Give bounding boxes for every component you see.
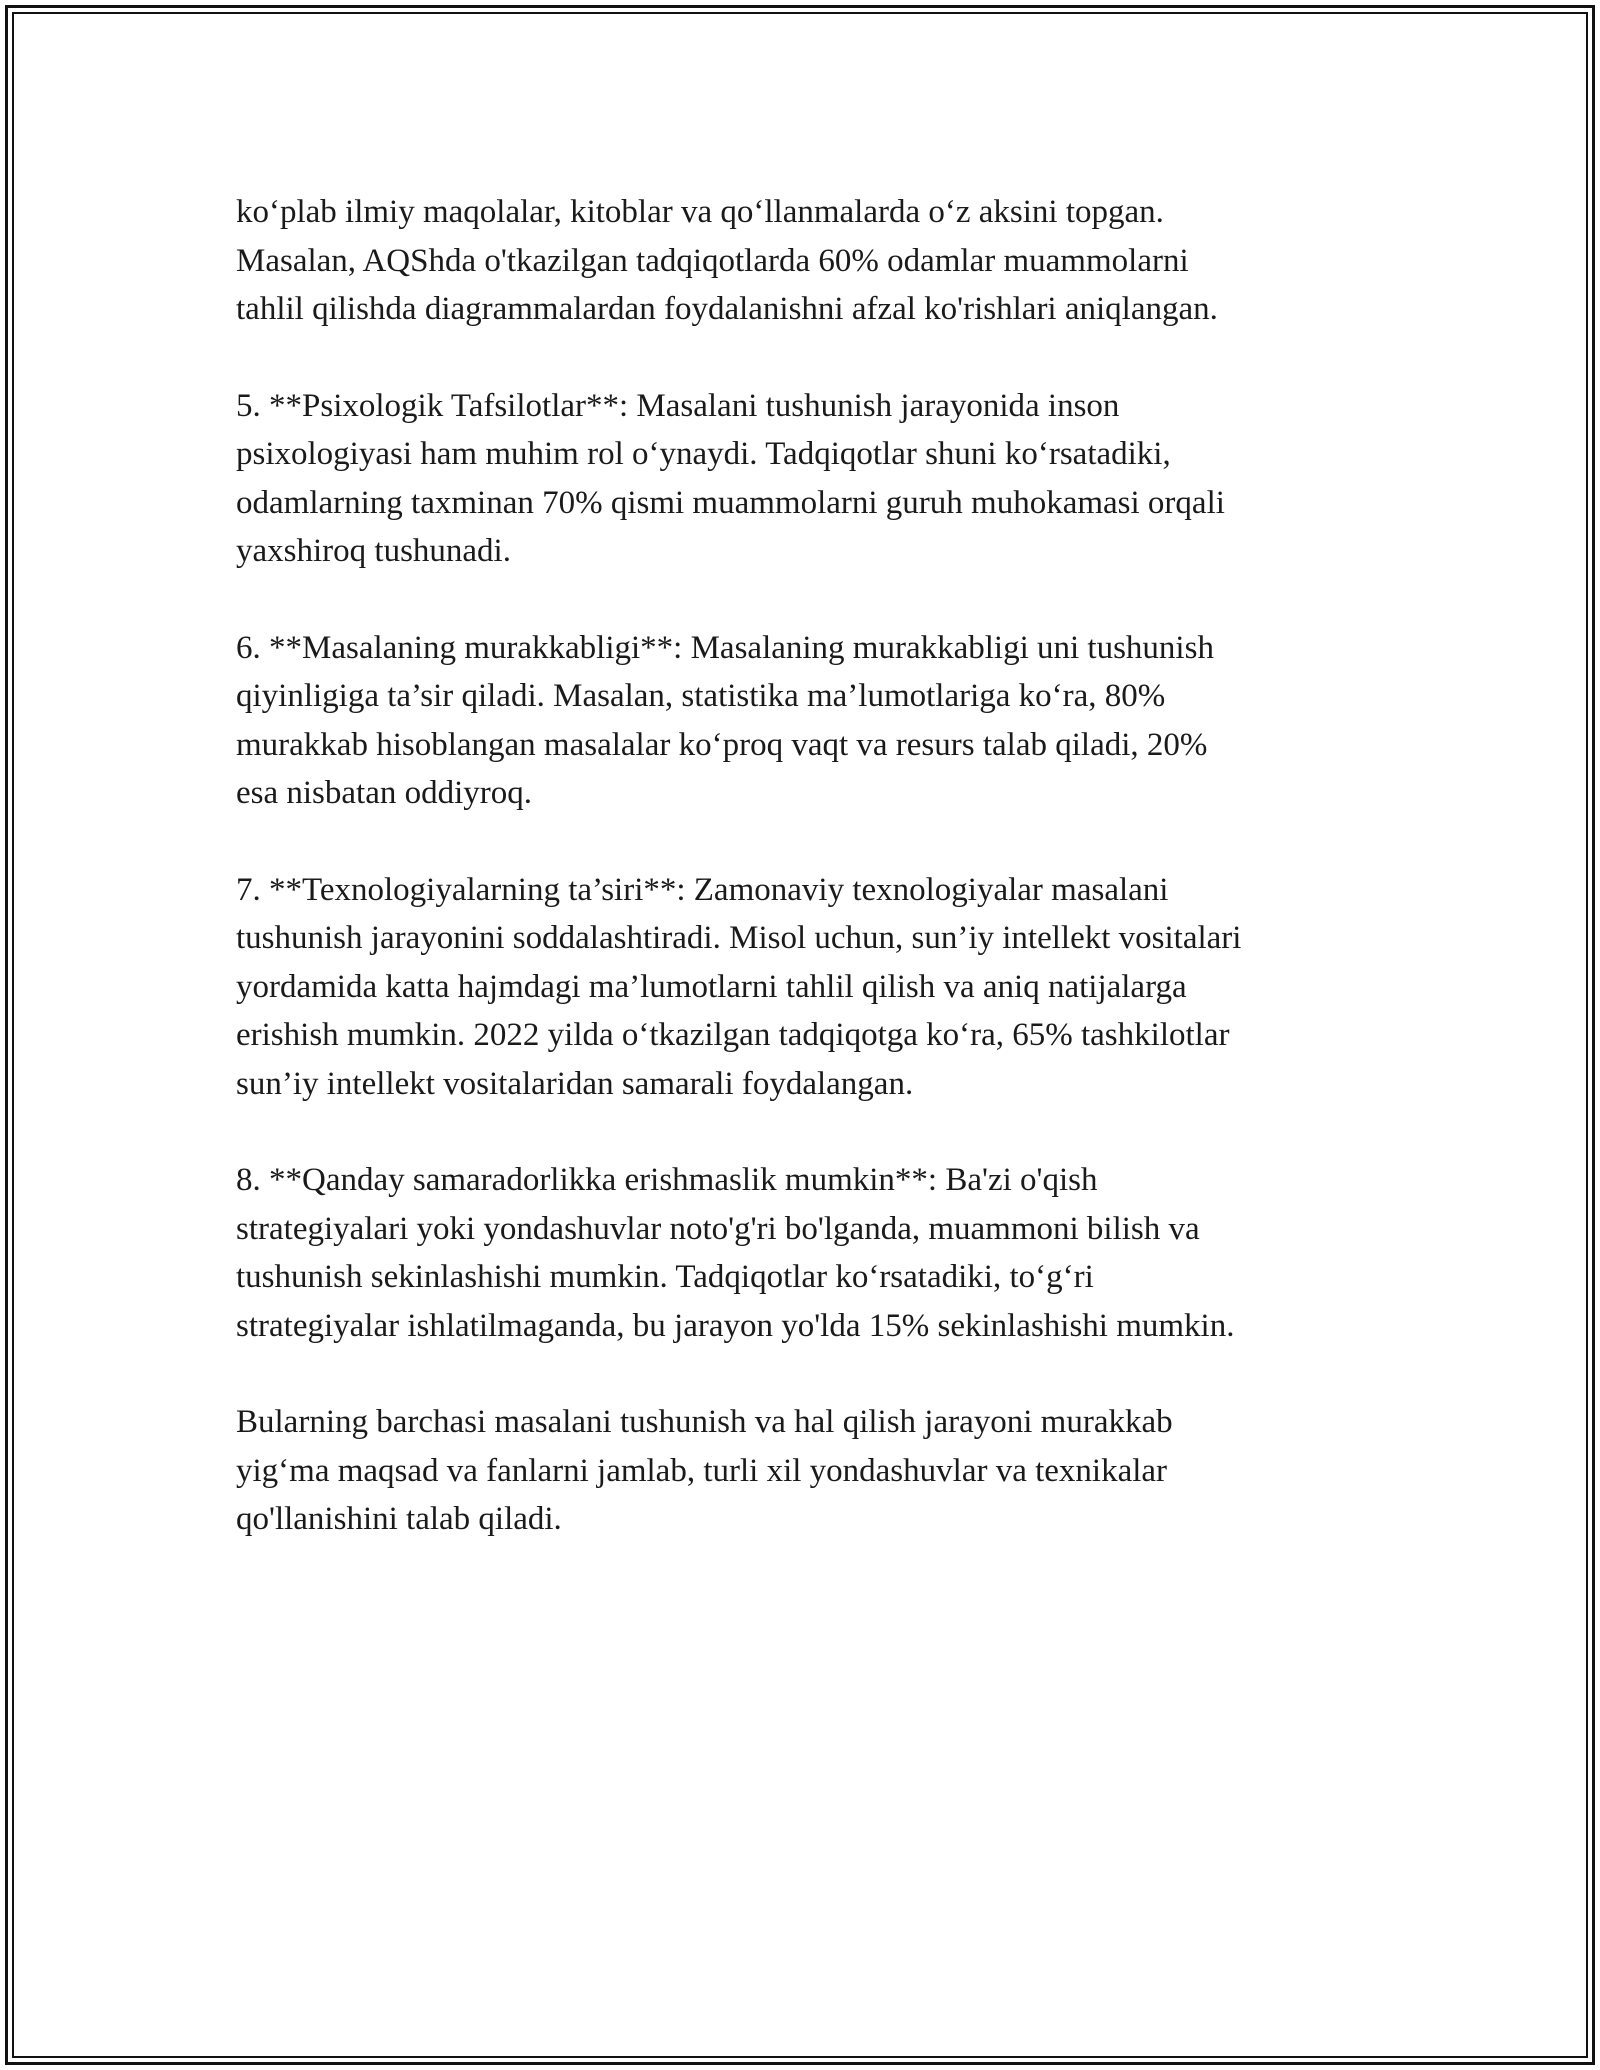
- text-line: 7. **Texnologiyalarning ta’siri**: Zamonaviy texnologiyalar masalani: [236, 871, 1169, 908]
- text-line: 5. **Psixologik Tafsilotlar**: Masalani tushunish jarayonida inson: [236, 387, 1120, 424]
- text-line: qo'llanishini talab qiladi.: [236, 1501, 562, 1537]
- text-line: sun’iy intellekt vositalaridan samarali foydalangan.: [236, 1065, 914, 1102]
- text-line: 8. **Qanday samaradorlikka erishmaslik mumkin**: Ba'zi o'qish: [236, 1162, 1098, 1198]
- text-line: Bularning barchasi masalani tushunish va hal qilish jarayoni murakkab: [236, 1404, 1173, 1440]
- text-line: tushunish jarayonini soddalashtiradi. Misol uchun, sun’iy intellekt vositalari: [236, 920, 1242, 956]
- text-line: Masalan, AQShda o'tkazilgan tadqiqotlarda 60% odamlar muammolarni: [236, 242, 1189, 279]
- text-line: strategiyalar ishlatilmaganda, bu jarayon yo'lda 15% sekinlashishi mumkin.: [236, 1307, 1235, 1344]
- text-line: yaxshiroq tushunadi.: [236, 533, 511, 569]
- text-line: murakkab hisoblangan masalalar ko‘proq vaqt va resurs talab qiladi, 20%: [236, 726, 1208, 763]
- paragraph-conclusion: [236, 1398, 1386, 1544]
- paragraph-item-7: [236, 866, 1386, 1109]
- paragraph-item-8: [236, 1156, 1386, 1350]
- text-line: tushunish sekinlashishi mumkin. Tadqiqotlar ko‘rsatadiki, to‘g‘ri: [236, 1259, 1094, 1295]
- text-line: yordamida katta hajmdagi ma’lumotlarni tahlil qilish va aniq natijalarga: [236, 968, 1187, 1005]
- document-body: [236, 188, 1386, 1592]
- text-line: yig‘ma maqsad va fanlarni jamlab, turli xil yondashuvlar va texnikalar: [236, 1452, 1168, 1489]
- text-line: 6. **Masalaning murakkabligi**: Masalaning murakkabligi uni tushunish: [236, 629, 1214, 666]
- text-line: erishish mumkin. 2022 yilda o‘tkazilgan tadqiqotga ko‘ra, 65% tashkilotlar: [236, 1017, 1230, 1053]
- text-line: psixologiyasi ham muhim rol o‘ynaydi. Tadqiqotlar shuni ko‘rsatadiki,: [236, 436, 1171, 472]
- text-line: qiyinligiga ta’sir qiladi. Masalan, statistika ma’lumotlariga ko‘ra, 80%: [236, 678, 1166, 714]
- text-line: tahlil qilishda diagrammalardan foydalanishni afzal ko'rishlari aniqlangan.: [236, 291, 1218, 327]
- text-line: esa nisbatan oddiyroq.: [236, 775, 533, 811]
- paragraph-item-6: [236, 624, 1386, 818]
- paragraph-intro-continuation: [236, 188, 1386, 334]
- paragraph-item-5: [236, 382, 1386, 576]
- text-line: ko‘plab ilmiy maqolalar, kitoblar va qo‘llanmalarda o‘z aksini topgan.: [236, 194, 1164, 230]
- text-line: strategiyalari yoki yondashuvlar noto'g'ri bo'lganda, muammoni bilish va: [236, 1210, 1200, 1247]
- text-line: odamlarning taxminan 70% qismi muammolarni guruh muhokamasi orqali: [236, 484, 1225, 521]
